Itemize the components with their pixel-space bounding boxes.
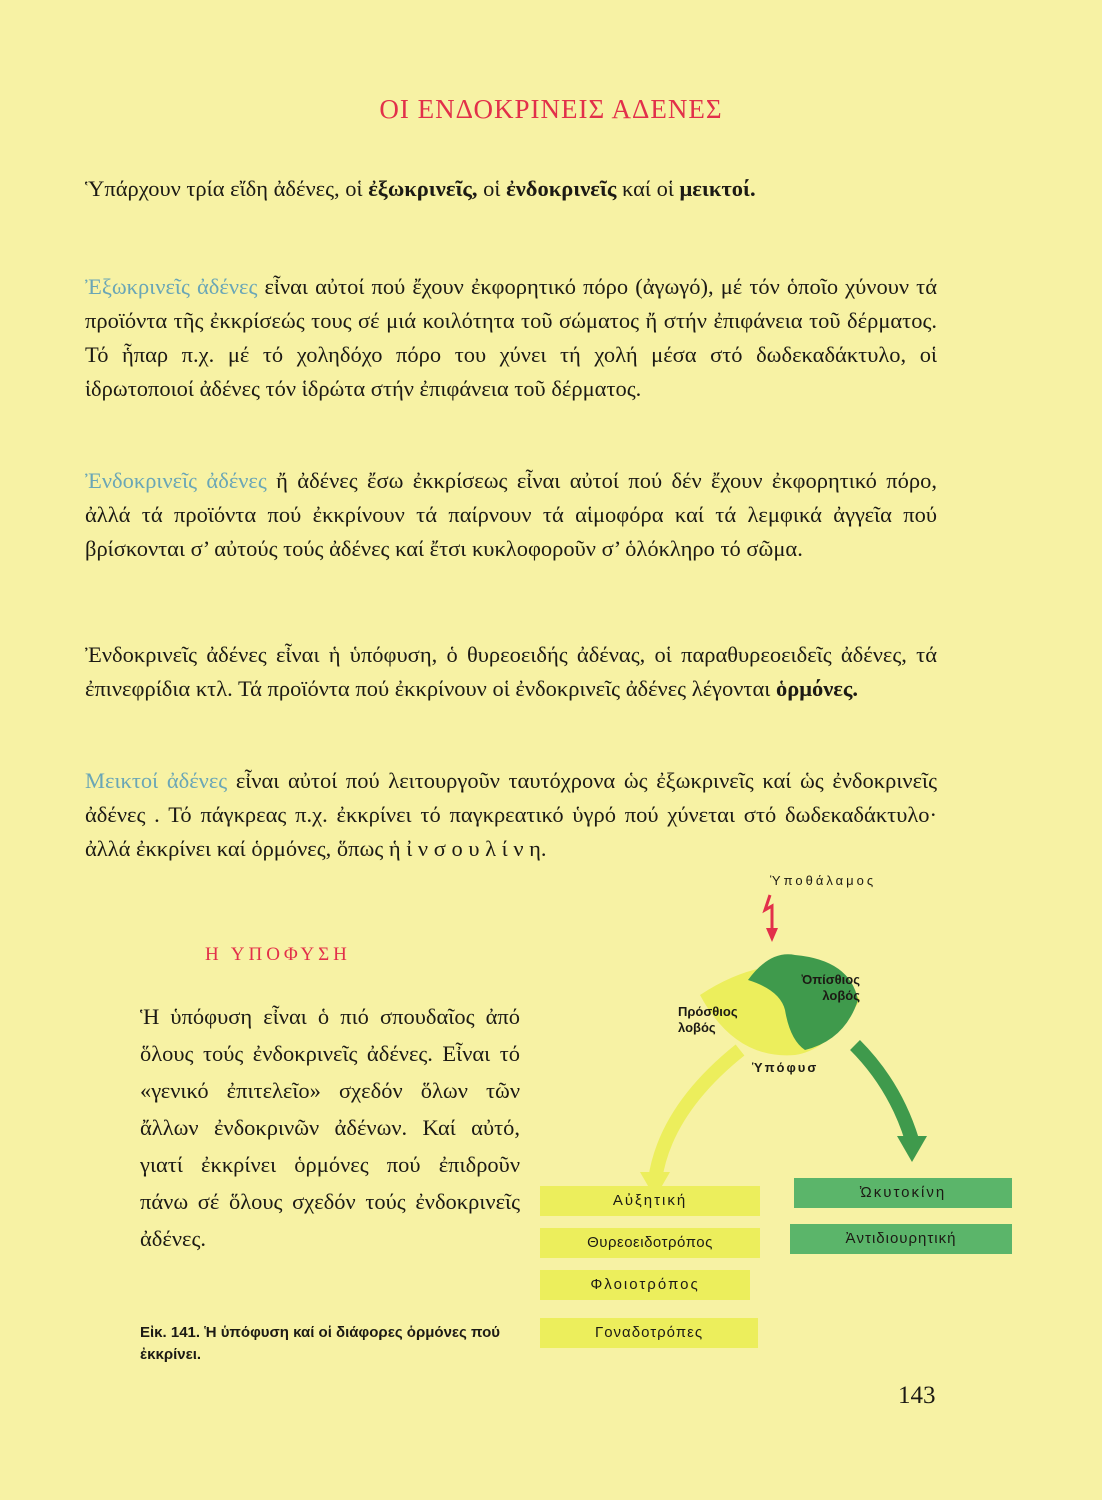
term-mixed-bold: μεικτοί. bbox=[679, 176, 756, 201]
label-pituitary: Ὑπόφυσ bbox=[752, 1060, 819, 1075]
hormone-gonadotropic: Γοναδοτρόπες bbox=[540, 1318, 758, 1348]
term-exocrine-bold: ἐξωκρινεῖς, bbox=[368, 176, 478, 201]
label-posterior-lobe: Ὀπίσθιος λοβός bbox=[801, 972, 860, 1003]
endocrine-text: ἤ ἀδένες ἔσω ἐκκρίσεως εἶναι αὐτοί πού δέν ἔχουν ἐκφορητικό πόρο, ἀλλά τά προϊόντα πού ἐκκρίνουν τά παίρνουν τά αἱμοφόρα καί τά λεμφικά ἀγγεῖα πού βρίσκονται σ’ αὐτούς τούς ἀδένες καί ἔτσι κυκλοφοροῦν σ’ ὁλόκληρο τό σῶμα. bbox=[85, 468, 937, 561]
label-hypothalamus: Ὑποθάλαμος bbox=[770, 873, 877, 888]
anterior-arrow bbox=[655, 1050, 740, 1180]
exocrine-term: Ἐξωκρινεῖς ἀδένες bbox=[85, 274, 258, 299]
section-heading: Η ΥΠΟΦΥΣΗ bbox=[205, 944, 351, 965]
hypothalamus-arrow bbox=[765, 895, 772, 932]
hormones-term: ὁρμόνες. bbox=[775, 676, 859, 701]
pituitary-paragraph: Ἡ ὑπόφυση εἶναι ὁ πιό σπουδαῖος ἀπό ὅλους τούς ἐνδοκρινεῖς ἀδένες. Εἶναι τό «γενικό ἐπιτελεῖο» σχεδόν ὅλων τῶν ἄλλων ἐνδοκρινῶν ἀδένων. Καί αὐτό, γιατί ἐκκρίνει ὁρμόνες πού ἐπιδροῦν πάνω σέ ὅλους σχεδόν τούς ἐνδοκρινεῖς ἀδένες. bbox=[140, 1004, 520, 1251]
hormone-antidiuretic: Ἀντιδιουρητική bbox=[790, 1224, 1012, 1254]
intro-text: καί οἱ bbox=[616, 176, 680, 201]
page-number: 143 bbox=[898, 1382, 936, 1409]
intro-text: οἱ bbox=[477, 176, 507, 201]
hormone-thyrotropic: Θυρεοειδοτρόπος bbox=[540, 1228, 760, 1258]
exocrine-text: εἶναι αὐτοί πού ἔχουν ἐκφορητικό πόρο (ἀγωγό), μέ τόν ὁποῖο χύνουν τά προϊόντα τῆς ἐκκρίσεώς τους σέ μιά κοιλότητα τοῦ σώματος ἤ στήν ἐπιφάνεια τοῦ δέρματος. Τό ἧπαρ π.χ. μέ τό χοληδόχο πόρο του χύνει τή χολή μέσα στό δωδεκαδάκτυλο, οἱ ἱδρωτοποιοί ἀδένες τόν ἱδρώτα στήν ἐπιφάνεια τοῦ δέρματος. bbox=[85, 274, 937, 401]
hormone-growth: Αὐξητική bbox=[540, 1186, 760, 1216]
page-title: ΟΙ ΕΝΔΟΚΡΙΝΕΙΣ ΑΔΕΝΕΣ bbox=[379, 94, 723, 124]
mixed-text: εἶναι αὐτοί πού λειτουργοῦν ταυτόχρονα ὡς ἐξωκρινεῖς καί ὡς ἐνδοκρινεῖς ἀδένες . Τό πάγκρεας π.χ. ἐκκρίνει τό παγκρεατικό ὑγρό πού χύνεται στό δωδεκαδάκτυλο· ἀλλά ἐκκρίνει καί ὁρμόνες, ὅπως ἡ ἰ ν σ ο υ λ ί ν η. bbox=[85, 768, 937, 861]
posterior-arrowhead bbox=[897, 1136, 927, 1162]
hypothalamus-arrowhead bbox=[766, 928, 778, 942]
hormone-oxytocin: Ὠκυτοκίνη bbox=[794, 1178, 1012, 1208]
label-anterior-lobe: Πρόσθιος λοβός bbox=[678, 1004, 738, 1035]
endocrine-list-text: Ἐνδοκρινεῖς ἀδένες εἶναι ἡ ὑπόφυση, ὁ θυρεοειδής ἀδένας, οἱ παραθυρεοειδεῖς ἀδένες, τά ἐπινεφρίδια κτλ. Τά προϊόντα πού ἐκκρίνουν οἱ ἐνδοκρινεῖς ἀδένες λέγονται bbox=[85, 642, 937, 701]
figure-caption: Εἰκ. 141. Ἡ ὑπόφυση καί οἱ διάφορες ὁρμόνες πού ἐκκρίνει. bbox=[140, 1324, 500, 1363]
term-endocrine-bold: ἐνδοκρινεῖς bbox=[506, 176, 617, 201]
posterior-arrow bbox=[855, 1045, 912, 1140]
intro-text: Ὑπάρχουν τρία εἴδη ἀδένες, οἱ bbox=[85, 176, 369, 201]
mixed-term: Μεικτοί ἀδένες bbox=[85, 768, 228, 793]
hormone-corticotropic: Φλοιοτρόπος bbox=[540, 1270, 750, 1300]
endocrine-term: Ἐνδοκρινεῖς ἀδένες bbox=[85, 468, 267, 493]
